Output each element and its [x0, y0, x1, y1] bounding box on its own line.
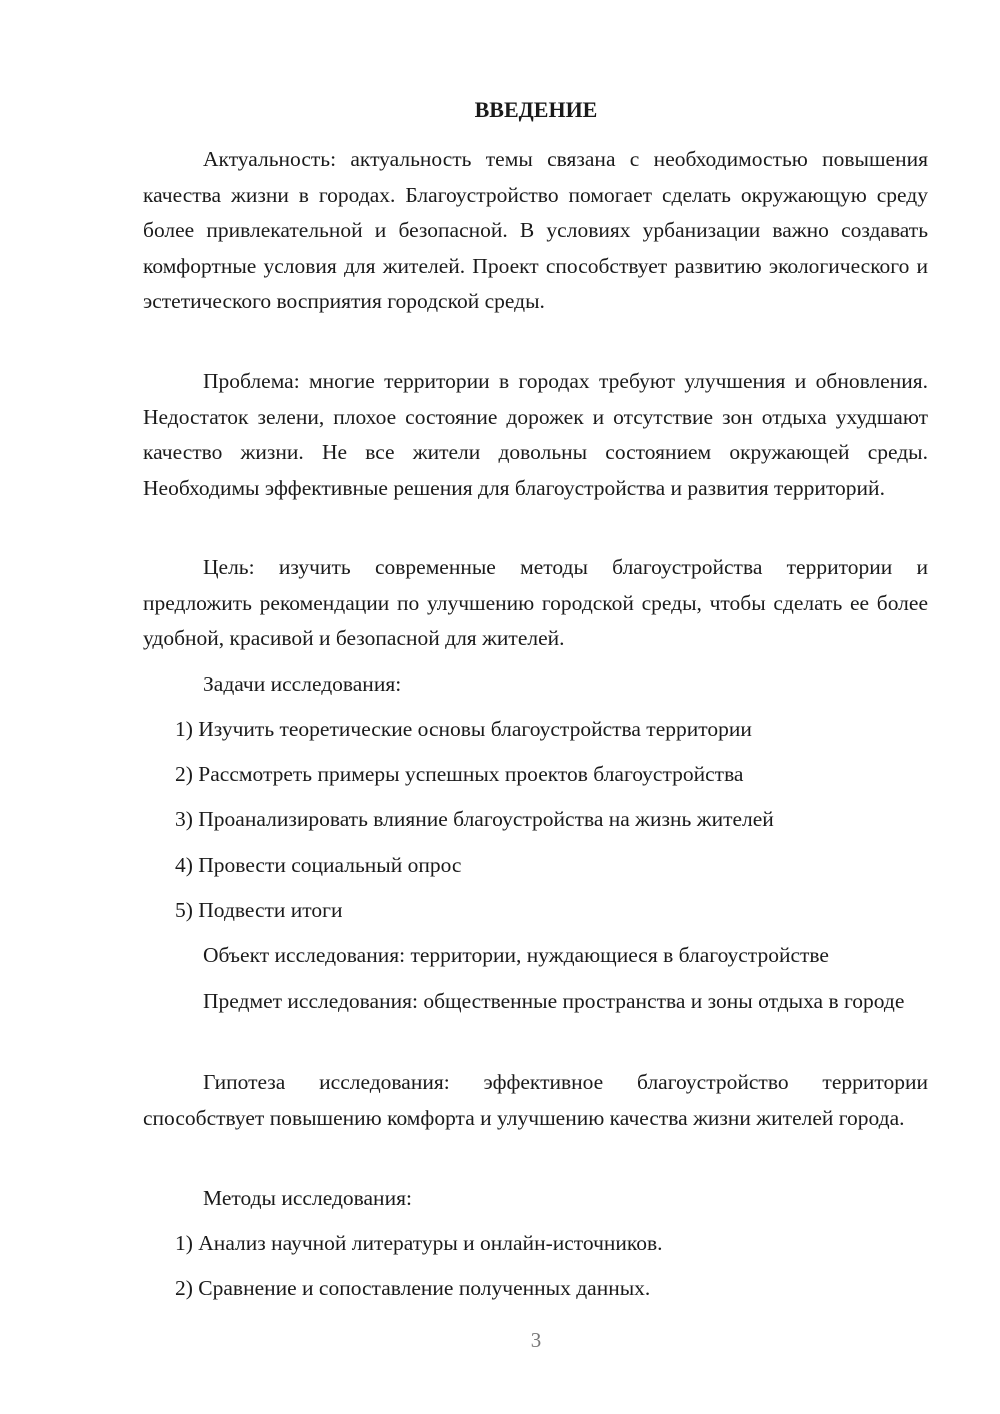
section-heading: ВВЕДЕНИЕ	[474, 97, 598, 122]
tasks-heading: Задачи исследования:	[203, 672, 402, 696]
method-item: 2) Сравнение и сопоставление полученных данных.	[175, 1276, 651, 1300]
task-item: 2) Рассмотреть примеры успешных проектов благоустройства	[175, 762, 744, 786]
problem-paragraph: Проблема: многие территории в городах требуют улучшения и обновления. Недостаток зелени, плохое состояние дорожек и отсутствие зон отдыха ухудшают качество жизни. Не все жители довольны состоянием окружающей среды. Необходимы эффективные решения для благоустройства и развития территорий.	[143, 369, 928, 500]
object-paragraph: Объект исследования: территории, нуждающиеся в благоустройстве	[203, 943, 829, 967]
subject-paragraph: Предмет исследования: общественные пространства и зоны отдыха в городе	[203, 989, 905, 1013]
task-item: 5) Подвести итоги	[175, 898, 343, 922]
goal-paragraph: Цель: изучить современные методы благоустройства территории и предложить рекомендации по улучшению городской среды, чтобы сделать ее более удобной, красивой и безопасной для жителей.	[143, 555, 928, 650]
task-item: 3) Проанализировать влияние благоустройства на жизнь жителей	[175, 807, 774, 831]
method-item: 1) Анализ научной литературы и онлайн-источников.	[175, 1231, 663, 1255]
task-item: 4) Провести социальный опрос	[175, 853, 462, 877]
hypothesis-paragraph: Гипотеза исследования: эффективное благоустройство территории способствует повышению комфорта и улучшению качества жизни жителей города.	[143, 1070, 928, 1130]
methods-heading: Методы исследования:	[203, 1186, 412, 1210]
task-item: 1) Изучить теоретические основы благоустройства территории	[175, 717, 752, 741]
relevance-paragraph: Актуальность: актуальность темы связана с необходимостью повышения качества жизни в городах. Благоустройство помогает сделать окружающую среду более привлекательной и безопасной. В условиях урбанизации важно создавать комфортные условия для жителей. Проект способствует развитию экологического и эстетического восприятия городской среды.	[143, 147, 928, 313]
page-number: 3	[530, 1328, 542, 1352]
